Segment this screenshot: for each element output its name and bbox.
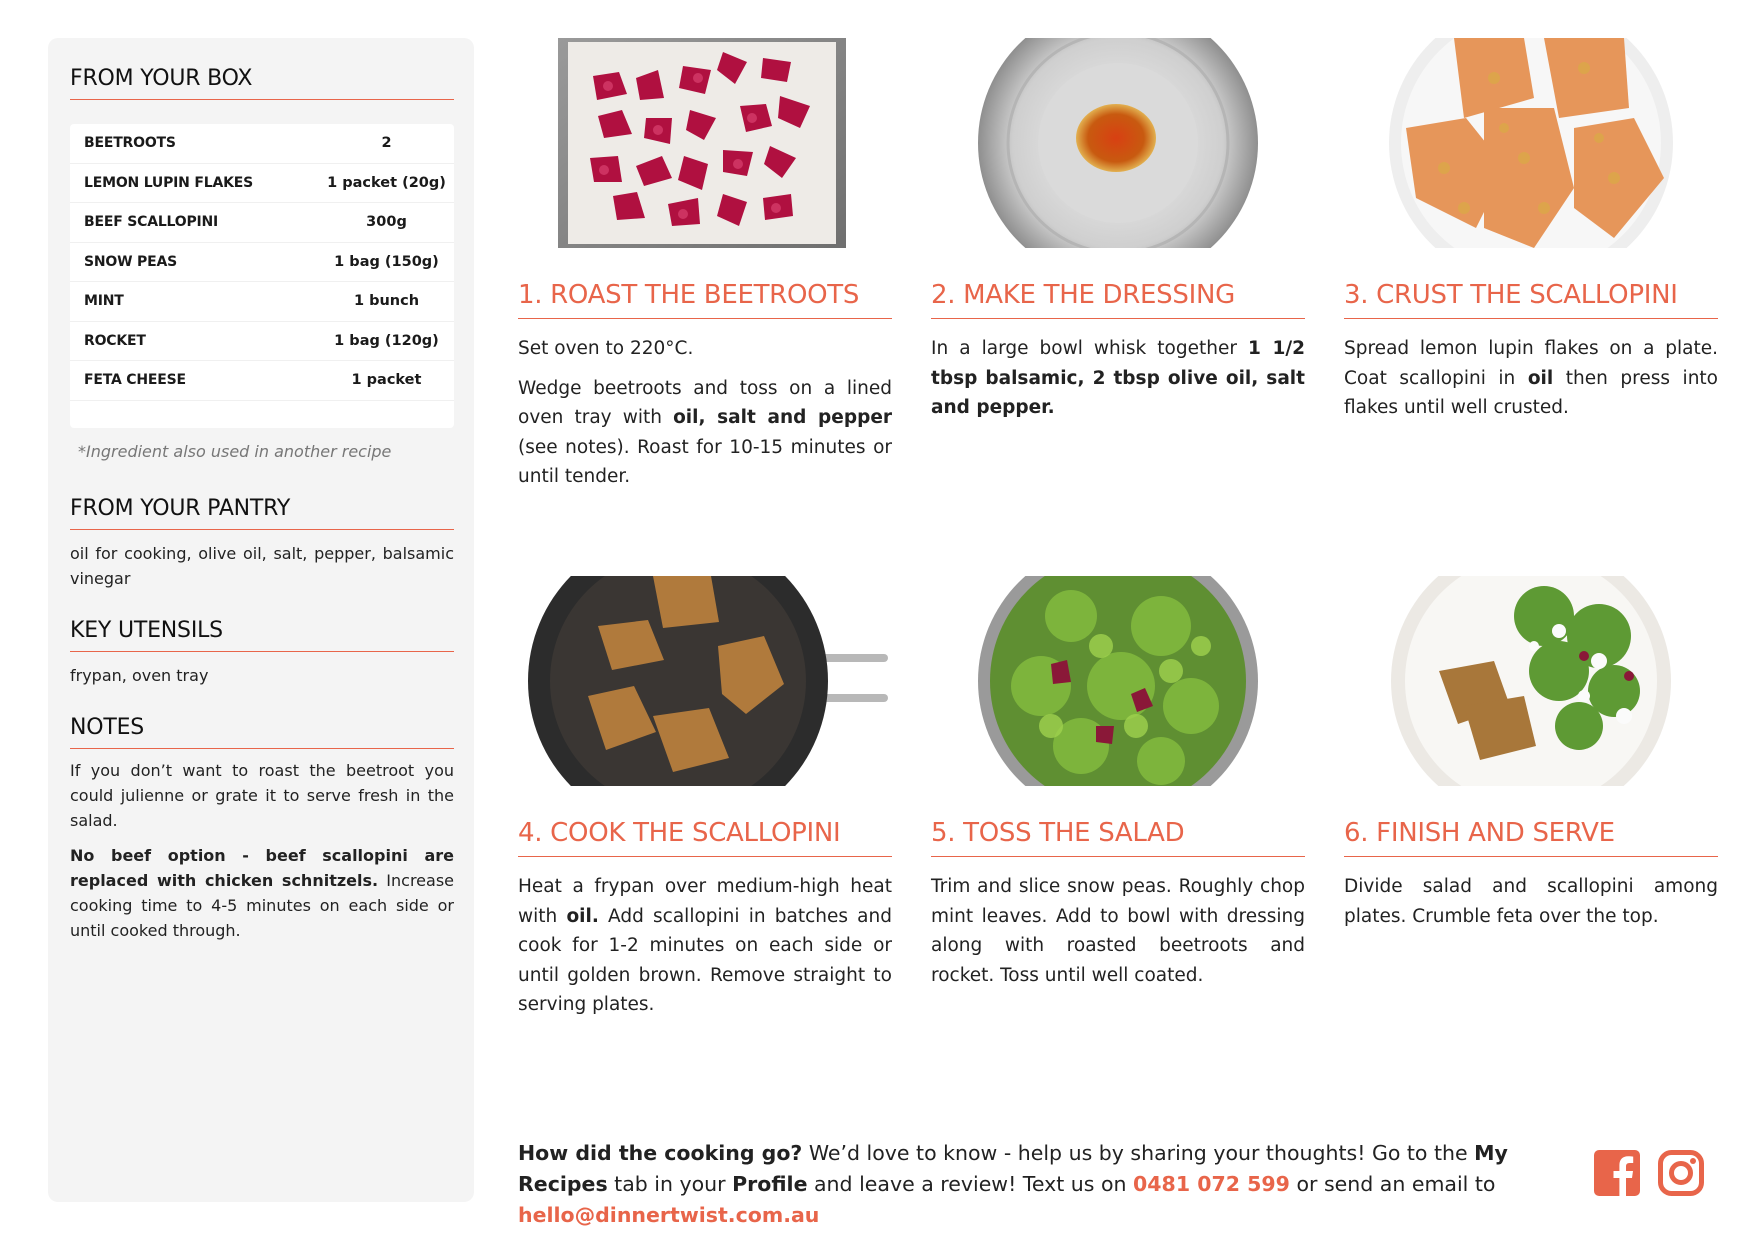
- phone-number-link[interactable]: 0481 072 599: [1133, 1172, 1290, 1196]
- ingredient-qty: 1 packet (20g): [327, 174, 446, 191]
- instagram-icon[interactable]: [1658, 1150, 1704, 1196]
- step-title: 4. COOK THE SCALLOPINI: [518, 818, 892, 857]
- step-paragraph: [1344, 334, 1718, 423]
- step-text: Add scallopini in batches and cook for 1-2 minutes on each side or until golden brown. Remove straight to serving plates.: [518, 905, 892, 1015]
- email-link[interactable]: hello@dinnertwist.com.au: [518, 1203, 820, 1227]
- step-bold-text: oil, salt and pepper: [673, 407, 892, 428]
- frypan-scallopini-photo: [518, 576, 892, 786]
- step-text: then press into flakes until well crusted.: [1344, 367, 1718, 418]
- ingredient-qty: 1 packet: [351, 372, 422, 389]
- ingredient-row: [70, 203, 454, 243]
- salad-bowl-photo: [931, 576, 1305, 786]
- ingredient-qty: 1 bag (150g): [334, 253, 439, 270]
- step-bold-text: oil.: [566, 905, 599, 927]
- step-body: [1344, 334, 1718, 433]
- ingredient-row: [70, 124, 454, 164]
- from-your-box-title: FROM YOUR BOX: [70, 66, 454, 100]
- ingredient-qty: 2: [381, 135, 392, 152]
- beetroot-tray-photo: [518, 38, 892, 248]
- step-body: [518, 334, 892, 502]
- feedback-footer: [518, 1138, 1578, 1231]
- step-text: (see notes). Roast for 10-15 minutes or until tender.: [518, 436, 892, 487]
- ingredient-name: SNOW PEAS: [84, 253, 177, 270]
- ingredient-row: [70, 361, 454, 401]
- ingredient-row: [70, 243, 454, 283]
- step-paragraph: [518, 872, 892, 1020]
- utensils-text: frypan, oven tray: [70, 666, 209, 685]
- ingredients-table: [70, 124, 454, 428]
- step-title: 1. ROAST THE BEETROOTS: [518, 280, 892, 319]
- step-text: Wedge beetroots and toss on a lined oven tray with: [518, 377, 892, 428]
- facebook-icon[interactable]: [1594, 1150, 1640, 1196]
- ingredient-name: LEMON LUPIN FLAKES: [84, 174, 253, 191]
- step-paragraph: Trim and slice snow peas. Roughly chop mint leaves. Add to bowl with dressing along with roasted beetroots and rocket. Toss until well coated.: [931, 876, 1305, 986]
- my-recipes-link[interactable]: My Recipes: [518, 1141, 1508, 1196]
- ingredient-row: [70, 322, 454, 362]
- step-paragraph: Divide salad and scallopini among plates. Crumble feta over the top.: [1344, 876, 1718, 927]
- step-text: In a large bowl whisk together: [931, 338, 1249, 359]
- ingredient-qty: 1 bunch: [353, 293, 420, 310]
- ingredient-name: BEEF SCALLOPINI: [84, 214, 219, 231]
- footer-text: and leave a review! Text us on: [807, 1172, 1134, 1196]
- step-paragraph: Set oven to 220°C.: [518, 338, 694, 359]
- step-bold-text: 1 1/2 tbsp balsamic, 2 tbsp olive oil, salt and pepper.: [931, 338, 1305, 418]
- pantry-text: oil for cooking, olive oil, salt, pepper, balsamic vinegar: [70, 544, 454, 588]
- ingredient-name: MINT: [84, 293, 124, 310]
- notes-paragraph: If you don’t want to roast the beetroot you could julienne or grate it to serve fresh in the salad.: [70, 761, 454, 830]
- ingredient-row: [70, 164, 454, 204]
- ingredient-name: BEETROOTS: [84, 135, 176, 152]
- step-title: 3. CRUST THE SCALLOPINI: [1344, 280, 1718, 319]
- crusted-scallopini-photo: [1344, 38, 1718, 248]
- step-bold-text: oil: [1527, 367, 1554, 389]
- ingredient-footnote: *Ingredient also used in another recipe: [78, 442, 392, 461]
- dressing-bowl-photo: [931, 38, 1305, 248]
- ingredient-row: [70, 282, 454, 322]
- ingredient-qty: 300g: [366, 214, 407, 231]
- step-text: Heat a frypan over medium-high heat with: [518, 876, 892, 927]
- step-body: [1344, 872, 1718, 941]
- step-paragraph: [518, 374, 892, 492]
- notes-paragraph: [70, 843, 454, 943]
- ingredient-name: FETA CHEESE: [84, 372, 186, 389]
- step-body: [518, 872, 892, 1030]
- ingredient-qty: 1 bag (120g): [334, 332, 439, 349]
- plated-dish-photo: [1344, 576, 1718, 786]
- feedback-question: How did the cooking go?: [518, 1141, 803, 1165]
- footer-text: or send an email to: [1289, 1172, 1496, 1196]
- footer-text: tab in your: [607, 1172, 733, 1196]
- key-utensils-title: KEY UTENSILS: [70, 618, 454, 652]
- notes-title: NOTES: [70, 715, 454, 749]
- step-title: 2. MAKE THE DRESSING: [931, 280, 1305, 319]
- notes-text: [70, 758, 454, 953]
- profile-link[interactable]: Profile: [732, 1172, 808, 1196]
- step-body: [931, 872, 1305, 1000]
- step-paragraph: [931, 334, 1305, 423]
- from-your-pantry-title: FROM YOUR PANTRY: [70, 496, 454, 530]
- sidebar: [48, 38, 474, 1202]
- step-title: 5. TOSS THE SALAD: [931, 818, 1305, 857]
- footer-text: We’d love to know - help us by sharing your thoughts! Go to the: [802, 1141, 1475, 1165]
- step-title: 6. FINISH AND SERVE: [1344, 818, 1718, 857]
- notes-text-rest: Increase cooking time to 4-5 minutes on each side or until cooked through.: [70, 871, 455, 940]
- step-body: [931, 334, 1305, 433]
- ingredient-name: ROCKET: [84, 332, 146, 349]
- step-text: Spread lemon lupin flakes on a plate. Coat scallopini in: [1344, 338, 1718, 389]
- notes-bold-text: No beef option - beef scallopini are replaced with chicken schnitzels.: [70, 846, 454, 890]
